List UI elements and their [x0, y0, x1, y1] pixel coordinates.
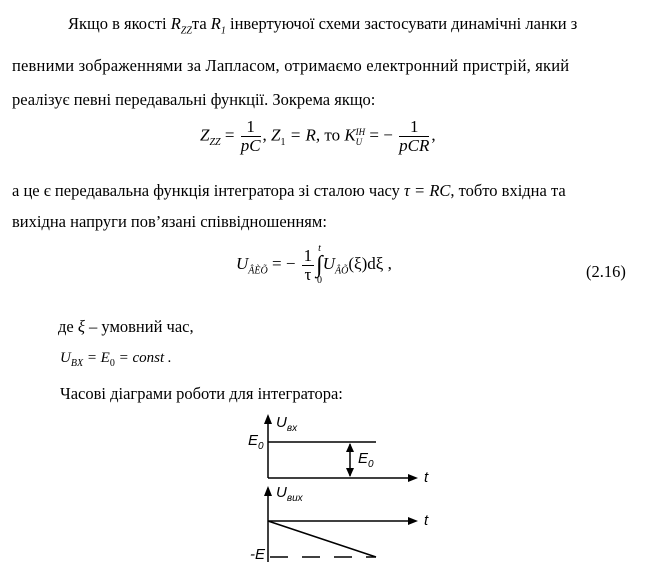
eq1-fraction-2	[399, 118, 429, 155]
top-e0-label: $E_0$	[248, 432, 264, 452]
e0-arrow-down	[346, 468, 354, 477]
where-text: – умовний час,	[89, 317, 194, 336]
bottom-t-label: t	[424, 512, 429, 529]
ubx-sub: BX	[70, 358, 84, 369]
bottom-u-label: $U_{вих}$	[276, 484, 303, 504]
eq1-den2: pCR	[399, 136, 430, 155]
ubx-equals-e: = E	[86, 350, 110, 366]
eq2-integral	[316, 244, 323, 286]
eq1-den1: pC	[240, 136, 261, 155]
eq1-z-sub: ZZ	[209, 136, 221, 148]
eq1-z1-sub: 1	[280, 136, 286, 148]
ubx-u: U	[60, 350, 71, 366]
eq2-equals-neg: = −	[271, 253, 296, 273]
eq2-u-in-sub: ÂÕ	[335, 265, 349, 277]
eq2-argument: (ξ)dξ ,	[348, 253, 392, 273]
eq2-u-out: U	[236, 253, 249, 273]
where-xi: ξ	[77, 317, 85, 336]
ubx-sub0: 0	[109, 358, 115, 369]
tau-equation: τ = RC	[404, 181, 451, 200]
eq1-equals-neg: = −	[369, 125, 393, 145]
eq1-to: , то	[315, 125, 341, 145]
eq2-u-in: U	[322, 253, 336, 273]
top-x-arrow	[408, 474, 418, 482]
where-de: де	[58, 317, 74, 336]
para1-line3: реалізує певні передавальні функції. Зокрема якщо:	[12, 90, 376, 109]
top-t-label: t	[424, 469, 429, 486]
ubx-equation	[60, 350, 172, 369]
para2-line1	[12, 181, 566, 201]
top-u-label: $U_{вх}$	[276, 414, 298, 434]
eq1-k-scripts	[356, 127, 366, 147]
ubx-const: = const .	[118, 350, 172, 366]
eq1-k-sub: U	[355, 136, 363, 147]
eq2-num: 1	[303, 245, 313, 265]
eq1-z: Z	[200, 125, 210, 145]
eq1-k: K	[344, 125, 356, 145]
arrow-e0-label: $E_0$	[358, 450, 374, 470]
eq2-den: τ	[304, 264, 312, 284]
eq1-equals: =	[224, 125, 235, 145]
eq2-int-lower: 0	[316, 275, 322, 286]
eq2-fraction	[302, 247, 315, 284]
eq1-equals-r: = R	[289, 125, 316, 145]
para2-text-a: а це є передавальна функція інтегратора зі сталою часу	[12, 181, 400, 200]
eq2-int-upper: t	[318, 243, 321, 254]
top-y-arrow	[264, 414, 272, 424]
para2-text-b: , тобто вхідна та	[450, 181, 566, 200]
para1-line2: певними зображеннями за Лапласом, отримаємо електронний пристрій, який	[12, 56, 570, 75]
eq1-k-sup: ІН	[355, 126, 366, 137]
eq1-z1: Z	[271, 125, 281, 145]
para1-line1	[68, 14, 577, 36]
eq1-num2: 1	[399, 118, 429, 137]
equation-number: (2.16)	[586, 262, 626, 281]
symbol-r1: $R_1$	[210, 14, 226, 37]
bottom-y-arrow	[264, 486, 272, 496]
output-ramp-line	[268, 521, 376, 557]
sub-1: 1	[220, 25, 226, 37]
eq1-num1: 1	[241, 118, 261, 137]
equation-integrator	[236, 244, 392, 286]
eq2-int-sign: ∫	[316, 252, 323, 278]
bottom-x-arrow	[408, 517, 418, 525]
sub-zz: ZZ	[180, 25, 192, 37]
eq1-comma2: ,	[431, 125, 436, 145]
diagram-caption: Часові діаграми роботи для інтегратора:	[60, 384, 343, 403]
eq1-comma1: ,	[262, 125, 267, 145]
para1-text-c: інвертуючої схеми застосувати динамічні ланки з	[230, 14, 578, 33]
para1-text-a: Якщо в якості	[68, 14, 167, 33]
where-line	[58, 317, 194, 337]
symbol-r-zz: $R_{ZZ}$	[170, 14, 192, 37]
para2-line2: вихідна напруги пов’язані співвідношенням:	[12, 212, 327, 231]
para1-text-b: та	[191, 14, 207, 33]
equation-transfer	[200, 118, 436, 155]
eq1-fraction-1	[241, 118, 261, 155]
eq2-u-out-sub: ÂÈÕ	[248, 265, 268, 277]
bottom-neg-e-label: -E	[250, 546, 265, 563]
e0-arrow-up	[346, 443, 354, 452]
